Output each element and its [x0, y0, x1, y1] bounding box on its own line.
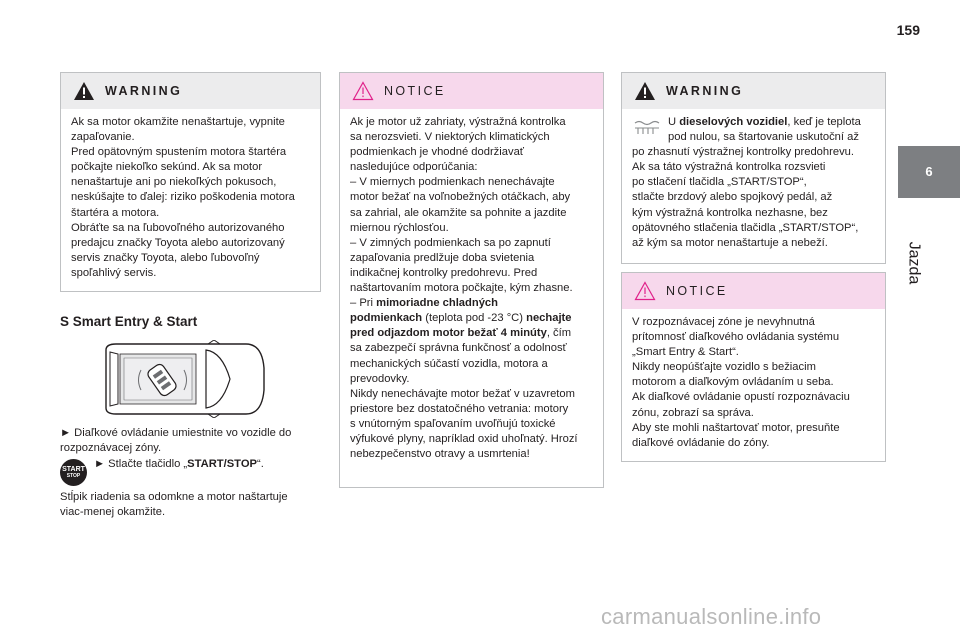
text-line	[350, 326, 593, 341]
text-line: spoľahlivý servis.	[71, 266, 157, 279]
diesel-suffix: , keď je teplota	[787, 116, 861, 128]
warning-triangle-icon	[634, 81, 656, 101]
warning-title: WARNING	[666, 84, 744, 98]
text-line: pod nulou, sa štartovanie uskutoční až	[668, 131, 859, 144]
text-line: výfukové plyny, napríklad oxid uhoľnatý. Hrozí	[350, 432, 578, 445]
steering-unlock-text	[60, 490, 330, 520]
text-line: podmienkach je vhodné dodržiavať	[350, 146, 524, 159]
warning-header	[61, 73, 320, 109]
warning-body	[61, 109, 320, 281]
notice-title: NOTICE	[384, 84, 446, 98]
warning-box	[60, 72, 321, 292]
cold-bold-1: mimoriadne chladných	[376, 297, 498, 310]
cold-mid: (teplota pod -23 °C)	[422, 312, 527, 325]
notice-box	[339, 72, 604, 488]
notice-title: NOTICE	[666, 284, 728, 298]
section-title: S Smart Entry & Start	[60, 314, 198, 329]
chapter-title	[898, 220, 960, 320]
warning-title: WARNING	[105, 84, 183, 98]
cold-bold-4: pred odjazdom motor bežať 4 minúty	[350, 327, 547, 340]
notice-header	[622, 273, 885, 309]
text-line: Nikdy neopúšťajte vozidlo s bežiacim	[632, 361, 816, 374]
text-line: indikačnej kontrolky predohrevu. Pred	[350, 266, 538, 279]
notice-body	[340, 109, 603, 462]
text-line	[350, 296, 593, 311]
warning-header	[622, 73, 885, 109]
press-start-instruction	[94, 457, 314, 472]
text-line: nebezpečenstvo otravy a usmrtenia!	[350, 448, 530, 461]
start-label: START	[62, 466, 85, 473]
notice-header	[340, 73, 603, 109]
text-line: prítomnosť diaľkového ovládania systému	[632, 331, 840, 344]
key-zone-instruction	[60, 426, 330, 456]
text-line: motor bežať na voľnobežných otáčkach, aby	[350, 191, 571, 204]
text-line: Aby ste mohli naštartovať motor, presuňte	[632, 421, 840, 434]
text-line: neskúšajte to ďalej: riziko poškodenia motora	[71, 191, 295, 204]
car-key-illustration	[96, 340, 268, 418]
text-line: sa zahrial, ale okamžite sa pohnite a jazdite	[350, 206, 567, 219]
text-line: štartéra a motora.	[71, 206, 160, 219]
cold-bold-3: nechajte	[526, 312, 572, 325]
text-line: Pred opätovným spustením motora štartéra	[71, 146, 287, 159]
text-line: – V miernych podmienkach nenechávajte	[350, 176, 555, 189]
text-line: prevodovky.	[350, 372, 410, 385]
text-line: priestore bez dostatočného vetrania: motory	[350, 402, 569, 415]
preheat-glow-plug-icon	[632, 119, 662, 137]
press-prefix: ► Stlačte tlačidlo „	[94, 458, 188, 470]
chapter-title-text: Jazda	[905, 241, 923, 285]
text-line	[632, 115, 875, 130]
notice-triangle-icon	[634, 281, 656, 301]
text-line: rozpoznávacej zóny.	[60, 442, 162, 455]
text-line: motorom a diaľkovým ovládaním u seba.	[632, 376, 834, 389]
text-line: Obráťte sa na ľubovoľného autorizovaného	[71, 221, 285, 234]
diesel-bold: dieselových vozidiel	[679, 116, 788, 128]
start-stop-label: START/STOP	[187, 458, 257, 470]
notice-triangle-icon	[352, 81, 374, 101]
press-suffix: “.	[256, 458, 264, 470]
text-line: Ak je motor už zahriaty, výstražná kontrolka	[350, 116, 566, 128]
start-stop-button-icon	[60, 459, 87, 486]
text-line: počkajte niekoľko sekúnd. Ak sa motor	[71, 161, 263, 174]
text-line: zónu, zobrazí sa správa.	[632, 406, 754, 419]
cold-prefix: – Pri	[350, 297, 377, 310]
text-line: naštartovaním motora počkajte, kým zhasne.	[350, 282, 573, 295]
warning-triangle-icon	[73, 81, 95, 101]
text-line: až kým sa motor nenaštartuje a nebeží.	[632, 236, 828, 249]
zone-notice-body	[622, 309, 885, 451]
text-line: sa nerozsvieti. V niektorých klimatických	[350, 131, 550, 144]
text-line: Ak sa motor okamžite nenaštartuje, vypnite	[71, 116, 285, 128]
text-line: V rozpoznávacej zóne je nevyhnutná	[632, 316, 815, 328]
text-line: – V zimných podmienkach sa po zapnutí	[350, 236, 551, 249]
text-line: Nikdy nenechávajte motor bežať v uzavretom	[350, 387, 575, 400]
text-line: Ak sa táto výstražná kontrolka rozsvieti	[632, 161, 826, 174]
text-line: zapaľovanie.	[71, 131, 135, 144]
text-line: „Smart Entry & Start“.	[632, 346, 739, 359]
text-line: diaľkové ovládanie do zóny.	[632, 436, 770, 449]
text-line: s vnútorným spaľovaním uvoľňujú toxické	[350, 417, 556, 430]
text-line: kým výstražná kontrolka nezhasne, bez	[632, 206, 828, 219]
diesel-prefix: U	[668, 116, 680, 128]
text-line: po stlačení tlačidla „START/STOP“,	[632, 176, 807, 189]
text-line: nasledujúce odporúčania:	[350, 161, 478, 174]
watermark: carmanualsonline.info	[601, 604, 822, 629]
text-line: predajcu značky Toyota alebo autorizovaný	[71, 236, 285, 249]
text-line: miernou rýchlosťou.	[350, 221, 449, 234]
text-line: ► Diaľkové ovládanie umiestnite vo vozidle do	[60, 427, 292, 439]
text-line: servis značky Toyota, alebo ľubovoľný	[71, 251, 260, 264]
diesel-warning-box	[621, 72, 886, 264]
text-line: Stĺpik riadenia sa odomkne a motor naštartuje	[60, 491, 288, 503]
zone-notice-box	[621, 272, 886, 462]
text-line: sa zabezpečí správna funkčnosť a odolnosť	[350, 342, 567, 355]
text-line: Ak diaľkové ovládanie opustí rozpoznávaciu	[632, 391, 850, 404]
cold-bold-2: podmienkach	[350, 312, 423, 325]
text-line: opätovného stlačenia tlačidla „START/STOP“,	[632, 221, 859, 234]
page-number: 159	[896, 22, 920, 38]
text-line: po zhasnutí výstražnej kontrolky predohrevu.	[632, 146, 855, 159]
text-line: zapaľovania predlžuje doba svietenia	[350, 251, 535, 264]
stop-label: STOP	[66, 473, 81, 479]
text-line	[350, 311, 593, 326]
chapter-tab[interactable]: 6	[898, 146, 960, 198]
text-line: nenaštartuje ani po niekoľkých pokusoch,	[71, 176, 277, 189]
text-line: viac-menej okamžite.	[60, 506, 166, 519]
text-line: mechanických súčastí vozidla, motora a	[350, 357, 548, 370]
cold-end: , čím	[546, 327, 572, 340]
text-line: stlačte brzdový alebo spojkový pedál, až	[632, 191, 833, 204]
